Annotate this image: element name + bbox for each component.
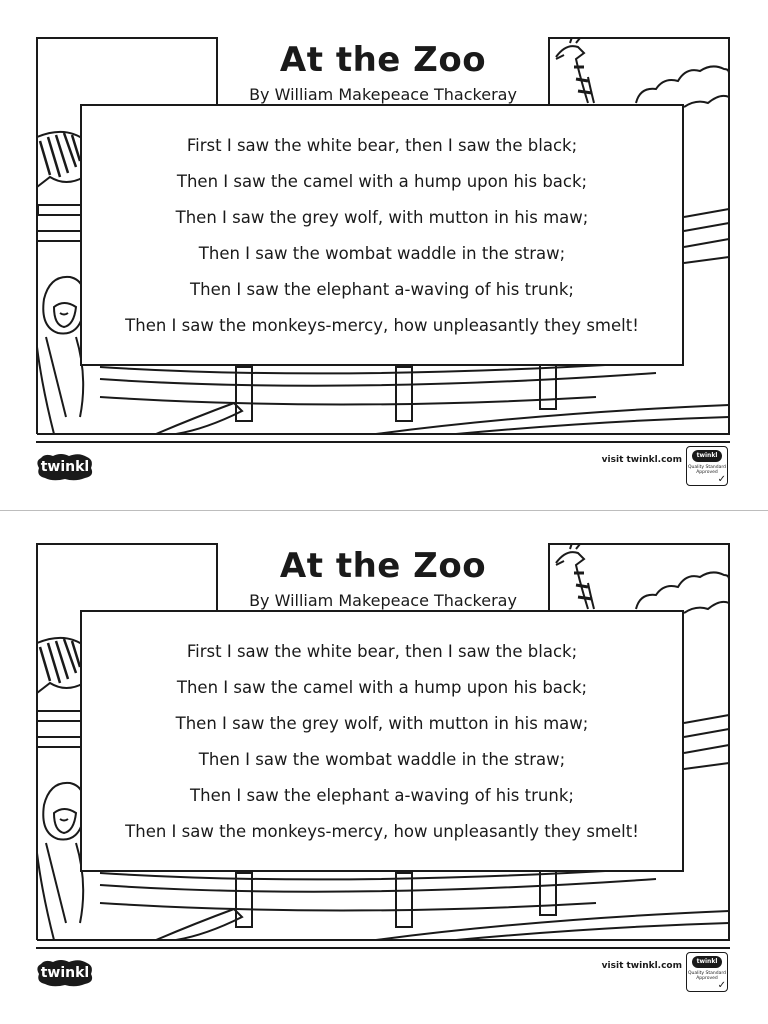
poem-line: Then I saw the wombat waddle in the straw;	[198, 750, 566, 769]
badge-header	[692, 450, 722, 462]
poem-line: Then I saw the monkeys-mercy, how unpleasantly they smelt!	[125, 822, 639, 841]
poem-line: First I saw the white bear, then I saw the black;	[186, 642, 578, 661]
quality-badge-icon	[686, 952, 728, 992]
worksheet-card-1	[0, 0, 768, 506]
worksheet-card-2	[0, 506, 768, 1012]
author-line: By William Makepeace Thackeray	[249, 591, 517, 610]
poem-box	[80, 104, 684, 366]
poem-box	[80, 610, 684, 872]
logo-text: twinkl	[40, 459, 90, 475]
badge-header	[692, 956, 722, 968]
badge-header-text: twinkl	[696, 958, 718, 965]
badge-header-text: twinkl	[696, 452, 718, 459]
poem-line: Then I saw the grey wolf, with mutton in his maw;	[175, 208, 589, 227]
logo-text: twinkl	[40, 965, 90, 981]
page-title: At the Zoo	[279, 546, 487, 586]
poem-line: Then I saw the monkeys-mercy, how unpleasantly they smelt!	[125, 316, 639, 335]
twinkl-logo-icon	[35, 452, 95, 482]
zebra-illustration	[37, 638, 86, 693]
giraffe-illustration	[556, 543, 594, 609]
badge-text: Quality Standard Approved	[688, 465, 726, 475]
visit-link[interactable]: visit twinkl.com	[601, 961, 682, 971]
footer-divider	[36, 441, 730, 443]
page-title: At the Zoo	[279, 40, 487, 80]
quality-badge-icon	[686, 446, 728, 486]
poem-line: First I saw the white bear, then I saw the black;	[186, 136, 578, 155]
check-icon: ✓	[717, 980, 726, 991]
poem-line: Then I saw the camel with a hump upon his back;	[176, 172, 588, 191]
zebra-illustration	[37, 132, 86, 215]
twinkl-logo-icon	[35, 958, 95, 988]
badge-text: Quality Standard Approved	[688, 971, 726, 981]
poem-line: Then I saw the wombat waddle in the straw;	[198, 244, 566, 263]
author-line: By William Makepeace Thackeray	[249, 85, 517, 104]
footer-divider	[36, 947, 730, 949]
giraffe-illustration	[556, 37, 594, 103]
poem-line: Then I saw the elephant a-waving of his trunk;	[190, 280, 574, 299]
poem-line: Then I saw the elephant a-waving of his trunk;	[190, 786, 574, 805]
visit-link[interactable]: visit twinkl.com	[601, 455, 682, 465]
check-icon: ✓	[717, 474, 726, 485]
poem-line: Then I saw the camel with a hump upon his back;	[176, 678, 588, 697]
poem-line: Then I saw the grey wolf, with mutton in his maw;	[175, 714, 589, 733]
